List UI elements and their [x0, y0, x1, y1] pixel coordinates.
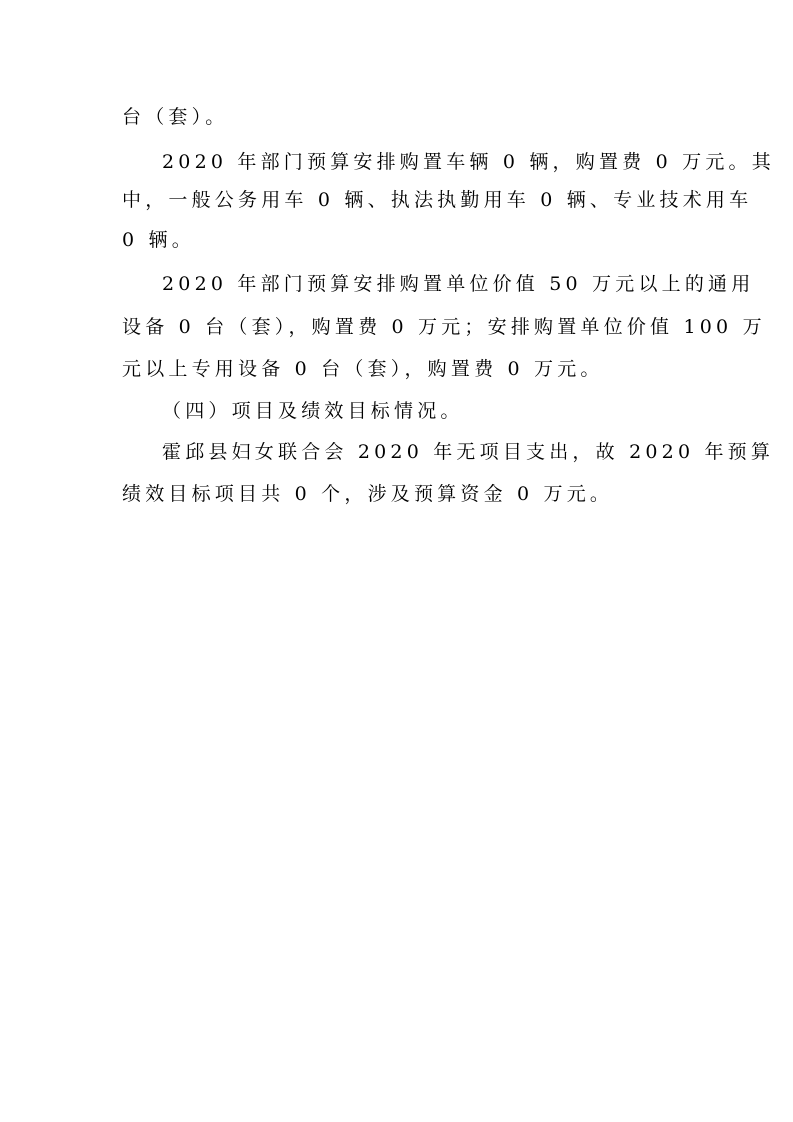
text-line-6: 设备 0 台（套），购置费 0 万元；安排购置单位价值 100 万	[122, 316, 766, 338]
text-line-2: 2020 年部门预算安排购置车辆 0 辆，购置费 0 万元。其	[162, 151, 775, 173]
text-line-7: 元以上专用设备 0 台（套），购置费 0 万元。	[122, 358, 604, 380]
text-line-4: 0 辆。	[122, 229, 195, 251]
section-heading: （四）项目及绩效目标情况。	[162, 400, 464, 422]
text-line-3: 中，一般公务用车 0 辆、执法执勤用车 0 辆、专业技术用车	[122, 189, 753, 211]
text-line-9: 霍邱县妇女联合会 2020 年无项目支出，故 2020 年预算	[162, 441, 775, 463]
text-line-5: 2020 年部门预算安排购置单位价值 50 万元以上的通用	[162, 273, 755, 295]
text-line-10: 绩效目标项目共 0 个，涉及预算资金 0 万元。	[122, 483, 614, 505]
text-line-1: 台（套）。	[122, 106, 229, 128]
